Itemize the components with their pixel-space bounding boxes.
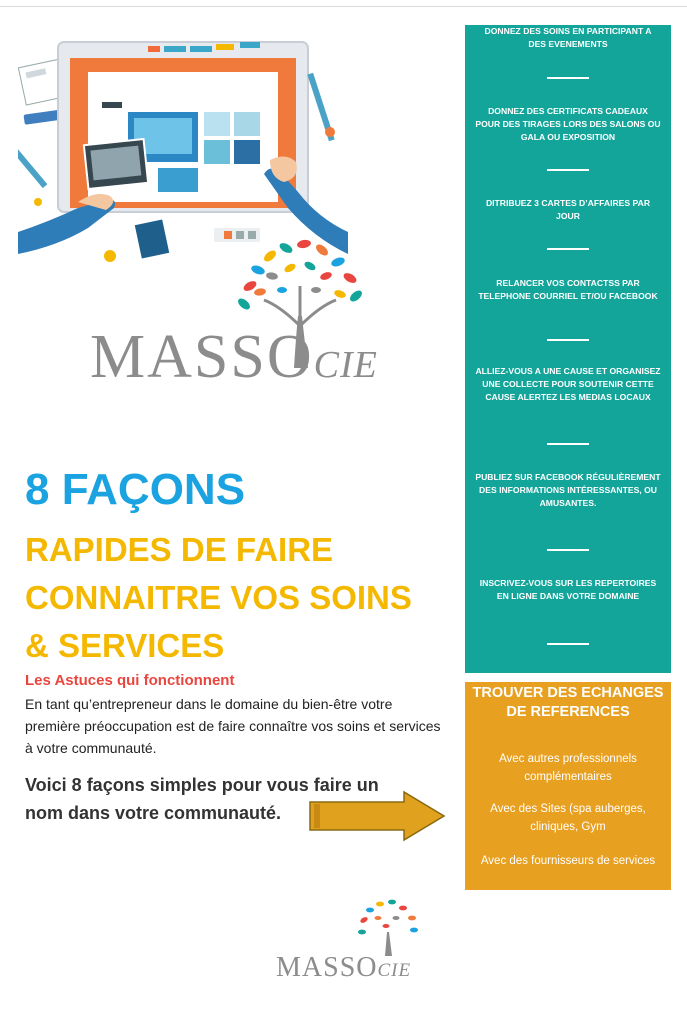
- tips-panel: [465, 25, 671, 673]
- separator: [547, 339, 589, 341]
- reference-item: Avec des fournisseurs de services: [480, 855, 656, 867]
- tip-item: DITRIBUEZ 3 CARTES D’AFFAIRES PAR JOUR: [485, 198, 651, 221]
- tip-item: PUBLIEZ SUR FACEBOOK RÉGULIÈREMENT DES INFORMATIONS INTÉRESSANTES, OU AMUSANTES.: [475, 472, 661, 508]
- call-to-action-text: Voici 8 façons simples pour vous faire un nom dans votre communauté.: [25, 775, 379, 823]
- separator: [547, 643, 589, 645]
- tip-item: DONNEZ DES SOINS EN PARTICIPANT A DES EVENEMENTS: [484, 26, 652, 49]
- top-rule: [0, 6, 687, 7]
- headline-number: 8 FAÇONS: [25, 465, 246, 514]
- references-title: TROUVER DES ECHANGES DE REFERENCES: [472, 685, 664, 720]
- brand-wordmark-small: MASSOCIE: [276, 952, 412, 983]
- right-arrow-icon: [308, 790, 448, 842]
- intro-paragraph: En tant qu’entrepreneur dans le domaine du bien-être votre première préoccupation est de faire connaître vos soins et services à votre communauté.: [25, 696, 441, 756]
- separator: [547, 77, 589, 79]
- reference-item: Avec autres professionnels complémentaires: [499, 753, 637, 783]
- massocie-logo: [80, 236, 440, 391]
- reference-item: Avec des Sites (spa auberges, cliniques, Gym: [490, 803, 646, 833]
- headline-line-3: CONNAITRE VOS SOINS: [25, 579, 412, 616]
- headline-line-2: RAPIDES DE FAIRE: [25, 531, 334, 568]
- tip-item: INSCRIVEZ-VOUS SUR LES REPERTOIRES EN LIGNE DANS VOTRE DOMAINE: [479, 578, 657, 601]
- headline-line-4: & SERVICES: [25, 627, 225, 664]
- separator: [547, 443, 589, 445]
- massocie-logo-small: [268, 898, 448, 988]
- tip-item: RELANCER VOS CONTACTSS PAR TELEPHONE COURRIEL ET/OU FACEBOOK: [478, 278, 658, 301]
- separator: [547, 169, 589, 171]
- references-panel: [465, 682, 671, 890]
- tagline: Les Astuces qui fonctionnent: [25, 672, 235, 689]
- separator: [547, 248, 589, 250]
- tip-item: DONNEZ DES CERTIFICATS CADEAUX POUR DES TIRAGES LORS DES SALONS OU GALA OU EXPOSITION: [475, 106, 661, 142]
- separator: [547, 549, 589, 551]
- brand-wordmark: MASSOCIE: [90, 323, 378, 391]
- tip-item: ALLIEZ-VOUS A UNE CAUSE ET ORGANISEZ UNE COLLECTE POUR SOUTENIR CETTE CAUSE ALERTEZ LES MEDIAS LOCAUX: [475, 366, 661, 402]
- tree-logo-icon: [268, 898, 448, 958]
